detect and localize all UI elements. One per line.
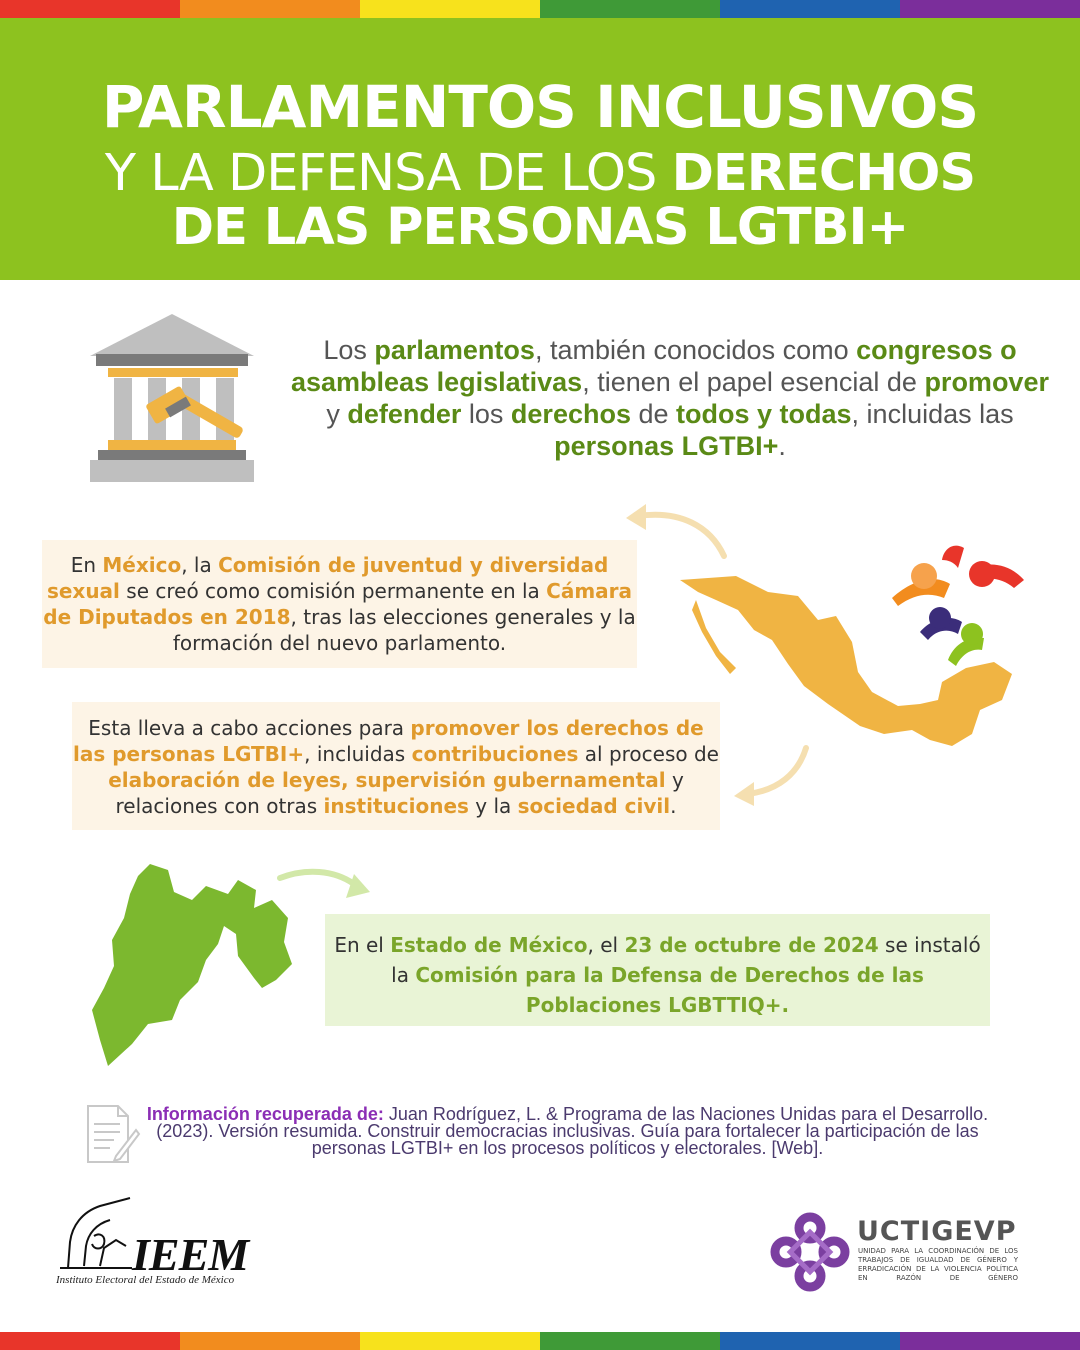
intro-segment: Los [323,335,375,365]
stripe-red [0,0,180,18]
stripe-yellow [360,1332,540,1350]
people-circle-icon [884,540,1028,674]
stripe-orange [180,0,360,18]
intro-segment: , también conocidos como [534,335,857,365]
box3-segment: En el [334,933,391,957]
box1-segment: México [102,553,182,577]
box2-segment: y relaciones con otras [115,768,684,818]
uctigevp-name: UCTIGEVP [857,1216,1017,1247]
stripe-purple [900,1332,1080,1350]
box3-segment: 23 de octubre de 2024 [624,933,879,957]
estado-de-mexico-box [325,914,990,1026]
intro-segment: parlamentos [374,335,535,365]
stripe-yellow [360,0,540,18]
box1-segment: En [70,553,103,577]
intro-segment: personas LGTBI+ [554,431,779,461]
ieem-logo: IEEM [132,1229,249,1280]
box2-segment: Esta lleva a cabo acciones para [88,716,411,740]
box2-segment: , incluidas [304,742,412,766]
intro-segment: de [630,399,677,429]
box1-segment: , tras las elecciones generales y la formación del nuevo parlamento. [172,605,636,655]
box1-segment: se creó como comisión permanente en la [119,579,547,603]
source-citation [140,1106,995,1157]
box1-segment: Cámara de Diputados en 2018 [43,579,633,629]
estado-de-mexico-map [88,860,296,1074]
stripe-blue [720,0,900,18]
ieem-logo-mark [60,1196,136,1270]
title-line-1: PARLAMENTOS INCLUSIVOS [101,73,979,141]
rainbow-stripe-top [0,0,1080,18]
box2-segment: al proceso de [578,742,719,766]
title-line-2-regular: Y LA DEFENSA DE LOS [104,144,672,203]
box3-segment: Estado de México [390,933,588,957]
intro-paragraph [290,334,1050,462]
title-banner [0,18,1080,280]
box2-segment: y la [468,794,518,818]
curved-arrow-top-icon [620,496,740,566]
intro-segment: los [461,399,511,429]
intro-segment: derechos [510,399,631,429]
box2-segment: elaboración de leyes, supervisión gubernamental [108,768,666,792]
box2-segment: . [670,794,677,818]
intro-segment: congresos o asambleas legislativas [291,335,1017,397]
box2-segment: sociedad civil [517,794,671,818]
uctigevp-knot-icon [770,1212,850,1292]
intro-segment: , incluidas las [851,399,1014,429]
source-text: Juan Rodríguez, L. & Programa de las Naciones Unidas para el Desarrollo. (2023). Versión resumida. Construir democracias inclusivas. Guía para fortalecer la participación de las personas LGTBI+ en los procesos políticos y electorales. [Web]. [156,1104,989,1158]
stripe-orange [180,1332,360,1350]
title-line-2 [0,144,1080,203]
ieem-caption: Instituto Electoral del Estado de México [56,1274,235,1286]
box2-segment: contribuciones [411,742,579,766]
intro-segment: y [326,399,348,429]
box2-segment: instituciones [323,794,469,818]
uctigevp-subtitle: UNIDAD PARA LA COORDINACIÓN DE LOS TRABAJOS DE IGUALDAD DE GÉNERO Y ERRADICACIÓN DE LA VIOLENCIA POLÍTICA EN RAZÓN DE GÉNERO [858,1247,1018,1282]
stripe-purple [900,0,1080,18]
commission-actions-box [72,702,720,830]
intro-segment: todos y todas [676,399,852,429]
box1-segment: Comisión de juventud y diversidad sexual [46,553,609,603]
title-line-3: DE LAS PERSONAS LGTBI+ [171,198,909,257]
title-line-2-bold: DERECHOS [671,144,976,203]
intro-segment: , tienen el papel esencial de [582,367,925,397]
document-icon [84,1104,140,1164]
source-label: Información recuperada de: [146,1104,384,1124]
intro-segment: promover [924,367,1049,397]
box3-segment: Comisión para la Defensa de Derechos de las Poblaciones LGBTTIQ+. [415,963,924,1017]
parliament-building-icon [86,312,258,488]
mexico-commission-box [42,540,637,668]
intro-segment: . [778,431,786,461]
rainbow-stripe-bottom [0,1332,1080,1350]
stripe-green [540,1332,720,1350]
box3-segment: , el [587,933,625,957]
intro-segment: defender [347,399,462,429]
box3-segment: se instaló la [391,933,981,987]
box2-segment: promover los derechos de las personas LGTBI+ [73,716,704,766]
box1-segment: , la [181,553,219,577]
stripe-red [0,1332,180,1350]
stripe-green [540,0,720,18]
stripe-blue [720,1332,900,1350]
